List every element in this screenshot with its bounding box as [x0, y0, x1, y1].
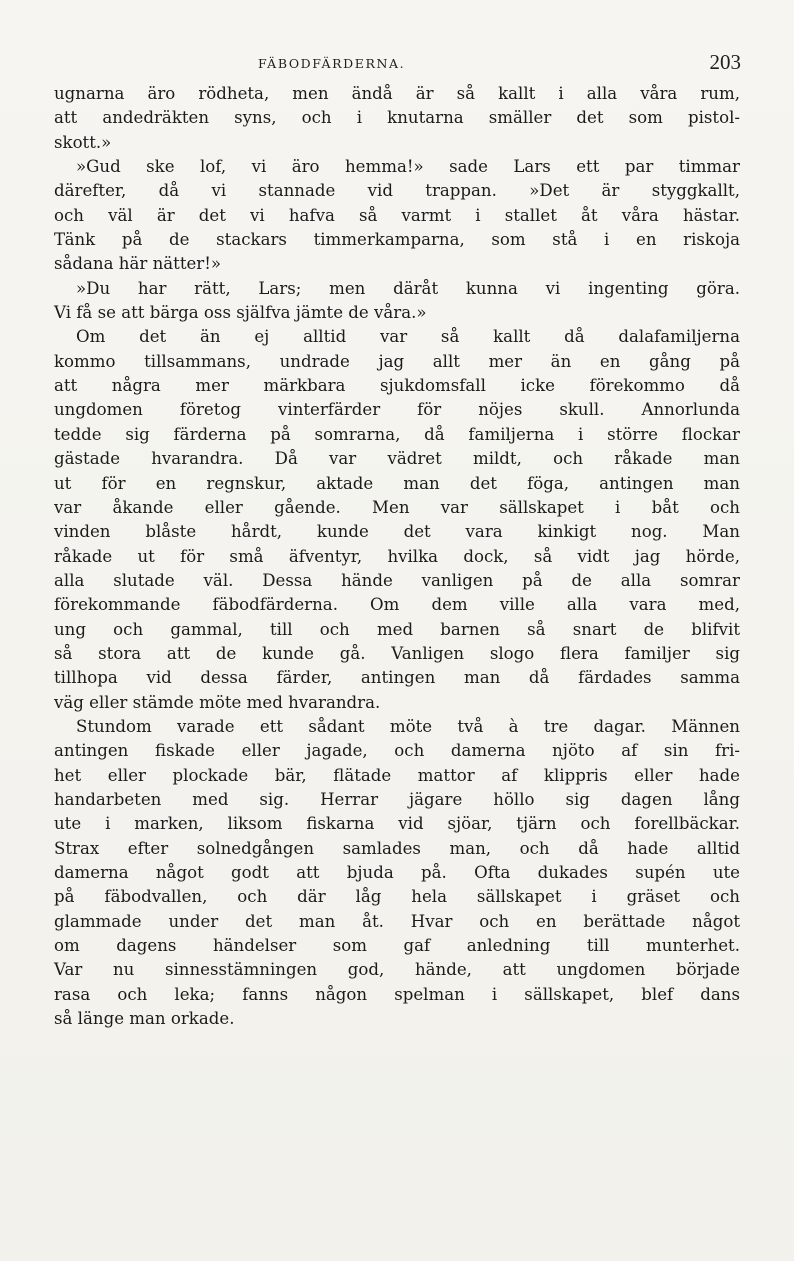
running-head-title: FÄBODFÄRDERNA.: [258, 56, 406, 71]
text-line: skott.»: [54, 132, 112, 152]
text-line: att några mer märkbara sjukdomsfall icke förekommo då: [54, 376, 740, 396]
text-line: Om det än ej alltid var så kallt då dalafamiljerna: [76, 327, 740, 347]
text-line: ut för en regnskur, aktade man det föga, antingen man: [54, 473, 740, 493]
text-line: glammade under det man åt. Hvar och en berättade något: [54, 911, 740, 931]
body-text: [54, 82, 740, 1031]
text-line: ute i marken, liksom fiskarna vid sjöar, tjärn och forellbäckar.: [54, 814, 740, 834]
text-line: Var nu sinnesstämningen god, hände, att ungdomen började: [54, 960, 740, 980]
text-line: gästade hvarandra. Då var vädret mildt, och råkade man: [54, 449, 740, 469]
text-line: var åkande eller gående. Men var sällskapet i båt och: [54, 497, 740, 517]
text-line: och väl är det vi hafva så varmt i stallet åt våra hästar.: [54, 205, 740, 225]
page-number: 203: [709, 50, 741, 74]
text-line: handarbeten med sig. Herrar jägare höllo sig dagen lång: [54, 789, 740, 809]
text-line: Strax efter solnedgången samlades man, och då hade alltid: [54, 838, 740, 858]
text-line: ung och gammal, till och med barnen så snart de blifvit: [54, 619, 740, 639]
text-line: kommo tillsammans, undrade jag allt mer än en gång på: [54, 351, 740, 371]
text-line: Vi få se att bärga oss själfva jämte de våra.»: [54, 303, 427, 323]
text-line: så länge man orkade.: [54, 1009, 235, 1029]
text-line: på fäbodvallen, och där låg hela sällskapet i gräset och: [54, 887, 740, 907]
text-line: »Du har rätt, Lars; men däråt kunna vi ingenting göra.: [76, 278, 740, 298]
text-line: Stundom varade ett sådant möte två à tre dagar. Männen: [76, 716, 740, 736]
text-line: därefter, då vi stannade vid trappan. »Det är styggkallt,: [54, 181, 740, 201]
text-line: damerna något godt att bjuda på. Ofta dukades supén ute: [54, 863, 740, 882]
text-line: rasa och leka; fanns någon spelman i sällskapet, blef dans: [54, 984, 740, 1004]
text-line: Tänk på de stackars timmerkamparna, som stå i en riskoja: [54, 230, 740, 250]
text-line: het eller plockade bär, flätade mattor af klippris eller hade: [54, 765, 740, 785]
text-line: att andedräkten syns, och i knutarna smäller det som pistol-: [54, 108, 740, 128]
text-line: vinden blåste hårdt, kunde det vara kinkigt nog. Man: [54, 522, 740, 542]
text-line: så stora att de kunde gå. Vanligen slogo flera familjer sig: [54, 643, 740, 663]
text-line: sådana här nätter!»: [54, 254, 222, 274]
text-line: förekommande fäbodfärderna. Om dem ville alla vara med,: [54, 595, 740, 615]
text-line: väg eller stämde möte med hvarandra.: [54, 692, 381, 712]
text-line: råkade ut för små äfventyr, hvilka dock, så vidt jag hörde,: [54, 546, 740, 566]
text-line: tedde sig färderna på somrarna, då familjerna i större flockar: [54, 424, 740, 444]
text-line: tillhopa vid dessa färder, antingen man då färdades samma: [54, 668, 740, 688]
text-line: »Gud ske lof, vi äro hemma!» sade Lars ett par timmar: [76, 157, 740, 177]
text-line: ugnarna äro rödheta, men ändå är så kallt i alla våra rum,: [54, 84, 740, 103]
text-line: alla slutade väl. Dessa hände vanligen på de alla somrar: [54, 570, 740, 590]
text-line: om dagens händelser som gaf anledning till munterhet.: [54, 936, 740, 956]
text-line: ungdomen företog vinterfärder för nöjes skull. Annorlunda: [54, 400, 740, 420]
text-line: antingen fiskade eller jagade, och damerna njöto af sin fri-: [54, 741, 740, 761]
